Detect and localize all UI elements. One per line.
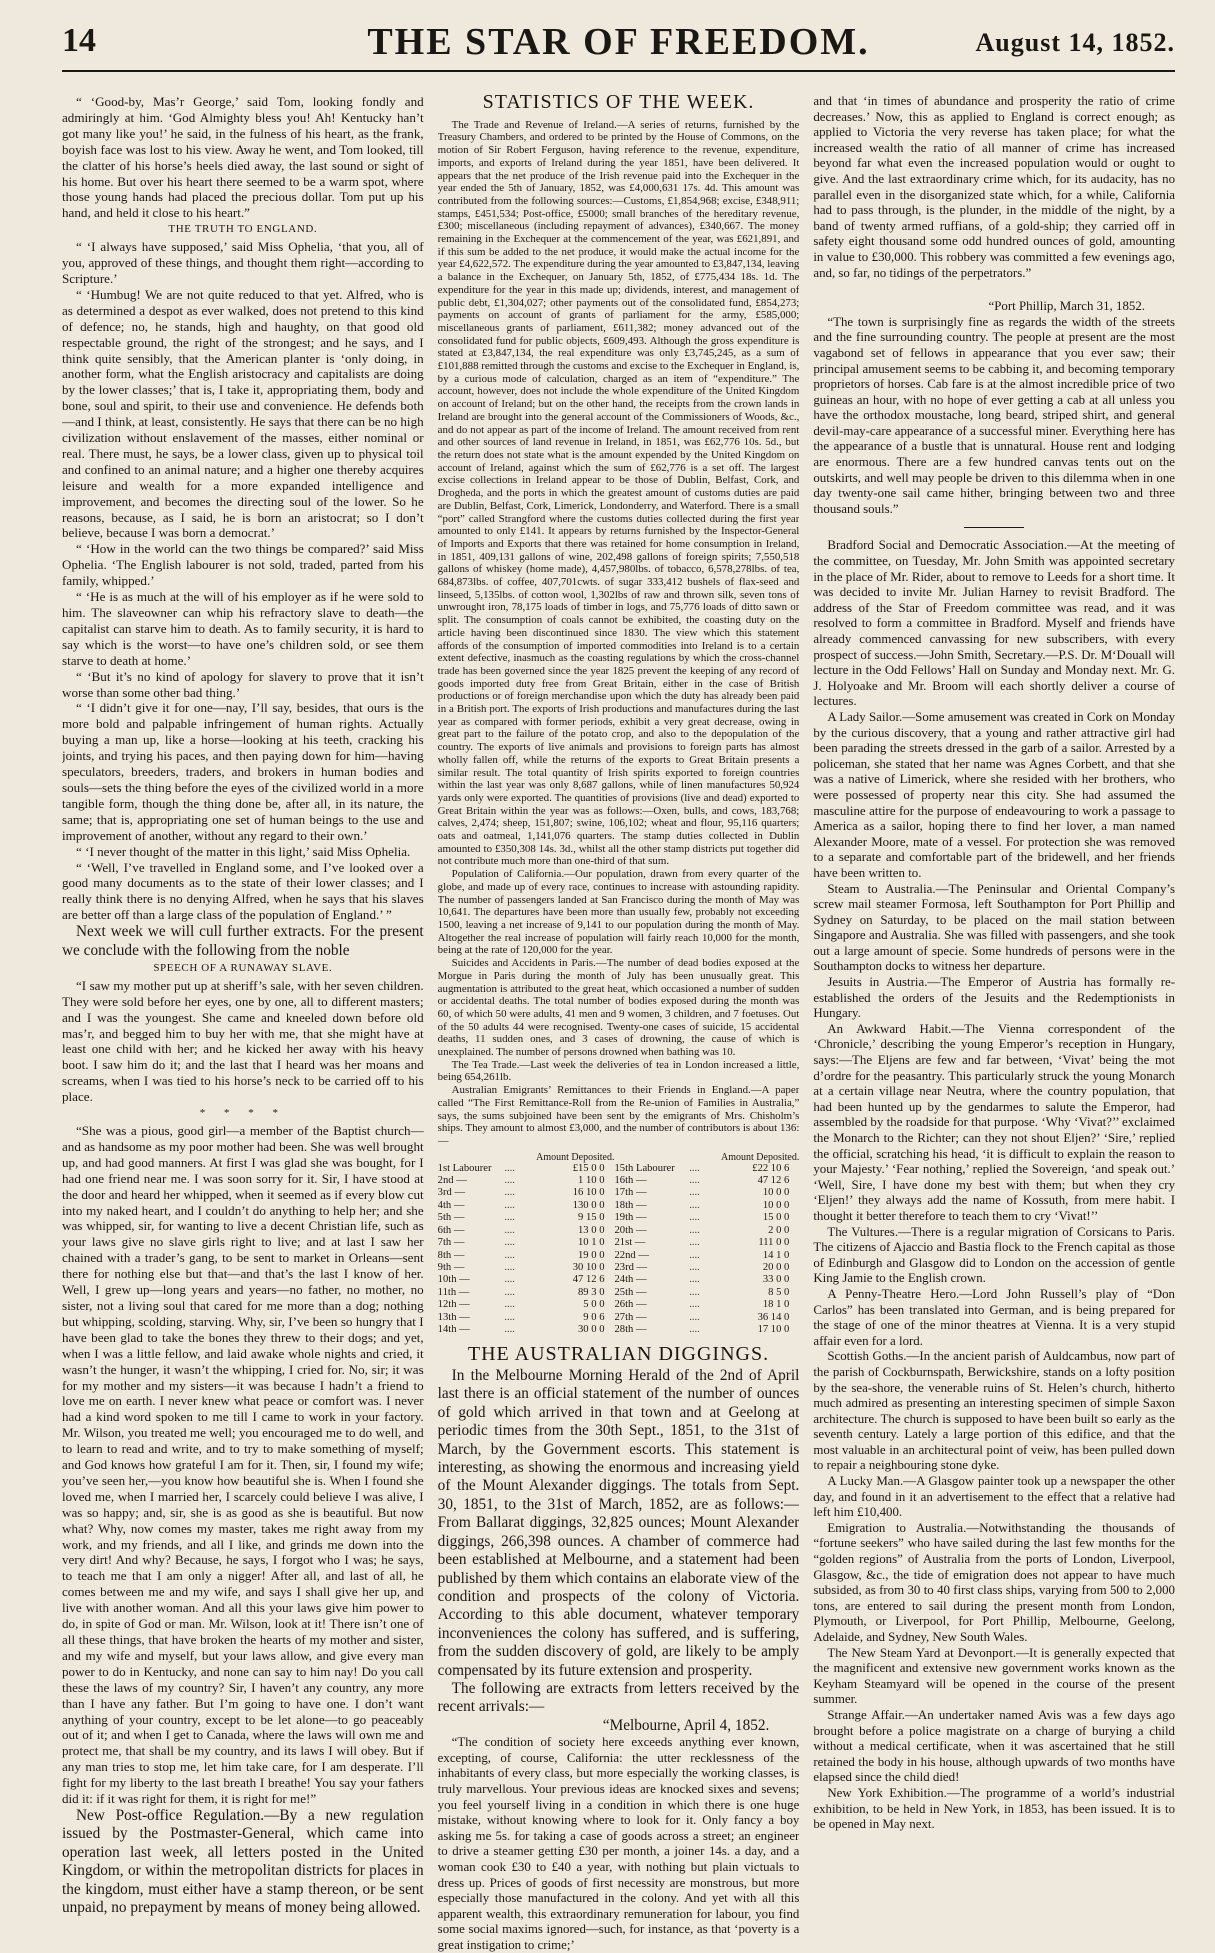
paragraph: The following are extracts from letters received by the recent arrivals:— xyxy=(437,1679,800,1716)
labourer-label: 12th — xyxy=(437,1299,470,1311)
amount-value: 1 10 0 xyxy=(578,1175,605,1187)
amount-value: 14 1 0 xyxy=(762,1249,790,1261)
labourer-label: 3rd — xyxy=(437,1187,466,1199)
leader-dots: .... xyxy=(689,1224,700,1236)
table-row xyxy=(438,1312,800,1324)
columns xyxy=(62,94,1175,1953)
leader-dots: .... xyxy=(504,1237,515,1249)
amount-value: £15 0 0 xyxy=(572,1162,605,1174)
amount-value: 13 0 0 xyxy=(578,1224,605,1236)
labourer-label: 28th — xyxy=(614,1323,647,1335)
dateline: “Melbourne, April 4, 1852. xyxy=(602,1716,770,1734)
labourer-label: 9th — xyxy=(437,1261,465,1273)
paragraph: Suicides and Accidents in Paris.—The number of dead bodies exposed at the Morgue in Paris during the month of July has been unusually great. This augmentation is attributed to the great heat, which occasioned a number of sudden or accidental deaths. The total number of bodies exposed during the month was 60, of which 50 were adults, 41 men and 9 women, 3 children, and 7 foetuses. Out of the 50 adults 44 were recognised. Twenty-one cases of suicide, 15 accidental deaths, 11 sudden ones, and 3 cases of drowning, the cause of which is unexplained. The number of persons drowned when bathing was 10. xyxy=(437,957,800,1059)
leader-dots: .... xyxy=(504,1224,515,1236)
leader-dots: .... xyxy=(504,1249,515,1261)
paragraph: “She was a pious, good girl—a member of the Baptist church—and as handsome as my poor mother had been. She was well brought up, and had good manners. At first I was glad she was bought, for I had one friend near me. I was soon sorry for it. Sir, I have stood at the door and heard her whipped, when it seemed as if every blow cut into my naked heart, and I couldn’t do anything to help her; and she was whipped, sir, for wanting to live a decent Christian life, such as your laws give no slave girls right to live; and at last I saw her chained with a trader’s gang, to be sent to market in Orleans—sent there for nothing else but that—and that’s the last I know of her. Well, I grew up—long years and years—no father, no mother, no sister, not a living soul that cared for me more than a dog; nothing but whipping, scolding, starving. Why, sir, I’ve been so hungry that I have been glad to take the bones they threw to their dogs; and yet, when I was a little fellow, and laid awake whole nights and cried, it wasn’t the hunger, it wasn’t the whipping, I cried for. No, sir; it was for my mother and my sisters—it was because I hadn’t a friend to love me on earth. I never knew what peace or comfort was. I never had a kind word spoken to me till I came to work in your factory. Mr. Wilson, you treated me well; you encouraged me to do well, and to learn to read and write, and to try to make something of myself; and God knows how grateful I am for it. Then, sir, I found my wife; you’ve seen her,—you know how beautiful she is. When I found she loved me, when I married her, I scarcely could believe I was alive, I was so happy; and, sir, she is as good as she is beautiful. But now what? Why, now comes my master, takes me right away from my work, and my friends, and all I like, and grinds me down into the very dirt! And why? Because, he says, I forgot who I was; he says, to teach me that I am only a nigger! After all, and last of all, he comes between me and my wife, and says I shall give her up, and live with another woman. And all this your laws give him power to do, in spite of God or man. Mr. Wilson, look at it! There isn’t one of all these things, that have broken the hearts of my mother and sister, and my wife and myself, but your laws allow, and give every man power to do in Kentucky, and none can say to him nay! Do you call these the laws of my country? Sir, I haven’t any country, any more than I have any father. But I’m going to have one. I don’t want anything of your country, except to be let alone—to go peaceably out of it; and when I get to Canada, where the laws will own me and protect me, that shall be my country, and its laws I will obey. But if any man tries to stop me, let him take care, for I am desperate. I’ll fight for my liberty to the last breath I breathe! You say your fathers did it: if it was right for them, it is right for me!” xyxy=(62,1123,424,1807)
paragraph: “The town is surprisingly fine as regards the width of the streets and the fine surrounding country. The people at present are the most vagabond set of fellows in appearance that you ever saw; their principal amusement seems to be cabbing it, and becoming temporary proprietors of horses. Cab fare is at the almost incredible price of two guineas an hour, with no hope of ever getting a cab at all unless you have the orthodox moustache, long beard, striped shirt, and general devil-may-care appearance of a successful miner. Everything here has the appearance of a bustle that is unnatural. House rent and lodging are enormous. There are a few hundred canvas tents out on the outskirts, and well may people be driven to this dilemma when in one day twenty-one sail came hither, bringing between two and three thousand souls.” xyxy=(813,314,1176,516)
paragraph: “ ‘How in the world can the two things be compared?’ said Miss Ophelia. ‘The English labourer is not sold, traded, parted from his family, whipped.’ xyxy=(62,541,424,589)
labourer-label: 10th — xyxy=(437,1274,470,1286)
labourer-label: 13th — xyxy=(437,1311,470,1323)
paragraph: “ ‘Well, I’ve travelled in England some, and I’ve looked over a good many documents as to the state of their lower classes; and I really think there is no denying Alfred, when he says that his slaves are better off than a large class of the population of England.’ ” xyxy=(62,859,424,923)
subheading-speech: SPEECH OF A RUNAWAY SLAVE. xyxy=(153,961,333,974)
amount-value: 130 0 0 xyxy=(572,1199,605,1211)
amount-value: 16 10 0 xyxy=(572,1187,605,1199)
amount-value: 10 0 0 xyxy=(762,1187,790,1199)
amount-value: 20 0 0 xyxy=(762,1261,790,1273)
labourer-label: 16th — xyxy=(614,1175,647,1187)
amount-value: 9 15 0 xyxy=(578,1212,605,1224)
leader-dots: .... xyxy=(689,1286,700,1298)
amount-value: 10 1 0 xyxy=(578,1237,605,1249)
column-1 xyxy=(62,94,424,1953)
news-item: New York Exhibition.—The programme of a world’s industrial exhibition, to be held in New York, in 1853, has been issued. It is to be opened in May next. xyxy=(813,1785,1176,1832)
labourer-label: 26th — xyxy=(614,1299,647,1311)
next-week-note: Next week we will cull further extracts. For the present we conclude with the following from the noble xyxy=(62,923,424,959)
amount-value: 47 12 6 xyxy=(572,1274,605,1286)
labourer-label: 24th — xyxy=(614,1274,647,1286)
amount-value: 33 0 0 xyxy=(762,1274,790,1286)
paragraph: The Trade and Revenue of Ireland.—A series of returns, furnished by the Treasury Chambers, and ordered to be printed by the House of Commons, on the motion of Sir Robert Ferguson, having reference to the revenue, expenditure, imports, and exports of Ireland during the year 1851, have been delivered. It appears that the net produce of the Irish revenue paid into the Exchequer in the year ended the 5th of January, 1852, was £4,000,631 17s. 4d. This amount was contributed from the following sources:—Customs, £1,854,968; excise, £348,911; stamps, £451,534; Post-office, £5000; small branches of the hereditary revenue, £300; miscellaneous (including repayment of advances), £340,667. The money remaining in the Exchequer at the commencement of the year, was £621,891, and if this sum be added to the net produce, it would make the actual income for the year £4,622,572. The expenditure during the year amounted to £3,847,134, leaving a balance in the Exchequer, on January 5th, 1852, of £775,434 18s. 1d. The expenditure for the year in this made up; dividends, interest, and management of public debt, £1,304,027; other payments out of the consolidated fund, £854,273; payments on account of grants of parliament for the army, £585,000; miscellaneous grants of parliament, £611,382; money advanced out of the consolidated fund for public objects, £609,493. Although the gross expenditure is stated at £3,847,134, the real expenditure was only £3,745,245, as a sum of £101,888 remitted through the customs and excise to the Exchequer in England, is, by a curious mode of calculation, charged as an item of “expenditure.” The account, however, does not include the whole expenditure of the United Kingdom on account of Ireland; but on the other hand, the receipts from the crown lands in Ireland are brought into the general account of the Commissioners of Woods, &c., and do not appear as part of the income of Ireland. The amount received from rent and other sources of land revenue in Ireland, in 1851, was £62,776 10s. 5d., but the return does not state what is the amount expended by the United Kingdom on account of Ireland, against which the sum of £62,776 is a set off. The largest excise collections in Ireland appear to be those of Dublin, Belfast, Cork, and Drogheda, and the ports in which the greatest amount of customs duties are paid are Dublin, Belfast, Cork, Limerick, Londonderry, and Waterford. There is a small “port” called Strangford where the customs duties collected during the first year amounted to only £141. It appears by returns furnished by the Inspector-General of Imports and Exports that there was retained for home consumption in Ireland, in 1851, 409,131 gallons of wine, 202,498 gallons of foreign spirits; 7,550,518 gallons of whiskey (home made), 4,457,980lbs. of tobacco, 6,578,278lbs. of tea, 684,873lbs. of coffee, 407,701cwts. of sugar 333,412 bushels of flax-seed and linseed, 5,135lbs. of cotton wool, 1,302lbs of raw and thrown silk, seven tons of unwrought iron, 78,175 loads of timber in logs, and 75,776 loads of ditto sawn or split. The consumption of coals cannot be exhibited, the coasting duty on the article having been discontinued since 1830. The view which this statement affords of the consumption of imported commodities into Ireland is to a certain extent defective, inasmuch as the coasting regulations by which the cross-channel trade has been governed since the year 1825 prevent the keeping of any record of goods imported duty free from Great Britain, either in the case of British productions or of foreign merchandise upon which the duty has already been paid in a British port. The exports of Irish productions and manufactures during the last year as compared with former periods, exhibit a very great decrease, owing in great part to the failure of the potato crop, and also to the depopulation of the country. The exports of live animals and provisions to foreign parts has almost wholly fallen off, while the returns of the exports to Great Britain presents a similar result. The total quantity of Irish spirits exported to foreign countries within the last year was only 8,687 gallons, while of linen manufactures 50,924 yards only were exported. The quantities of provisions (live and dead) exported to Great Britain within the year was as follows:—Oxen, bulls, and cows, 183,768; calves, 2,474; sheep, 151,807; swine, 106,102; wheat and flour, 95,116 quarters; oats and oatmeal, 1,141,076 quarters. The stamp duties collected in Dublin amounted to £350,308 14s. 3d., whilst all the other stamp districts put together did not contribute much more than one-third of that sum. xyxy=(437,118,800,868)
issue-date: August 14, 1852. xyxy=(975,28,1175,57)
news-item: Strange Affair.—An undertaker named Avis was a few days ago brought before a police magistrate on a charge of burying a child without a medical certificate, when it was ascertained that he still retained the body in his house, although upwards of two months have elapsed since the child died! xyxy=(813,1707,1176,1785)
masthead xyxy=(62,0,1175,72)
leader-dots: .... xyxy=(689,1199,700,1211)
labourer-label: 5th — xyxy=(437,1212,465,1224)
leader-dots: .... xyxy=(689,1311,700,1323)
table-row xyxy=(438,1324,800,1336)
labourer-label: 19th — xyxy=(614,1212,647,1224)
paragraph: “ ‘Humbug! We are not quite reduced to that yet. Alfred, who is as determined a despot as ever walked, does not pretend to this kind of defence; no, he stands, high and haughty, on that good old respectable ground, the right of the strongest; and he says, and I think quite sensibly, that the American planter is ‘only doing, in another form, what the English aristocracy and capitalists are doing by the lower classes;’ that is, I take it, appropriating them, body and bone, soul and spirit, to their use and convenience. He defends both—and I think, at least, consistently. He says that there can be no high civilization without enslavement of the masses, either nominal or real. There must, he says, be a lower class, given up to physical toil and confined to an animal nature; and a higher one thereby acquires leisure and wealth for a more expanded intelligence and improvement, and becomes the directing soul of the lower. So he reasons, because, as I said, he is born an aristocrat; so I don’t believe, because I was born a democrat.’ xyxy=(62,286,424,541)
leader-dots: .... xyxy=(689,1187,700,1199)
labourer-label: 2nd — xyxy=(437,1175,467,1187)
news-item: A Lady Sailor.—Some amusement was created in Cork on Monday by the curious discovery, that a young and rather attractive girl had been parading the streets dressed in the garb of a sailor. Arrested by a policeman, she stated that her name was Agnes Corbett, and that she was a native of Limerick, where she resided with her brothers, who were possessed of property near this city. She had assumed the masculine attire for the purpose of endeavouring to work a passage to America as a sailor, hoping there to find her lover, a man named Alexander Moore, mate of a vessel. For protection she was removed to a separate and comfortable part of the bridewell, and her friends have been written to. xyxy=(813,709,1176,880)
labourer-label: 1st Labourer xyxy=(437,1162,492,1174)
paragraph: Australian Emigrants’ Remittances to their Friends in England.—A paper called “The First Remittance-Roll from the Re-union of Families in Australia,” says, the sums subjoined have been sent by the emigrants of Mrs. Chisholm’s ships. They amount to almost £3,000, and the number of contributors is about 136:— xyxy=(437,1084,800,1147)
table-row xyxy=(438,1237,800,1249)
leader-dots: .... xyxy=(689,1249,700,1261)
labourer-label: 14th — xyxy=(437,1323,470,1335)
news-item: Bradford Social and Democratic Association.—At the meeting of the committee, on Tuesday, Mr. John Smith was appointed secretary in the place of Mr. Rider, about to remove to Leeds for a short time. It was decided to invite Mr. Julian Harney to revisit Bradford. The address of the Star of Freedom committee was read, and it was resolved to form a committee in Bradford. Myself and friends have already commenced canvassing for new subscribers, with every prospect of success.—John Smith, Secretary.—P.S. Dr. M‘Douall will lecture in the Odd Fellows’ Hall on Sunday and Monday next. Mr. G. J. Holyoake and Mr. Broom will each shortly deliver a course of lectures. xyxy=(813,538,1176,709)
diggings-heading: THE AUSTRALIAN DIGGINGS. xyxy=(467,1343,770,1366)
leader-dots: .... xyxy=(504,1261,515,1273)
labourer-label: 22nd — xyxy=(614,1249,649,1261)
leader-dots: .... xyxy=(504,1323,515,1335)
news-item: Emigration to Australia.—Notwithstanding the thousands of “fortune seekers” who have sailed during the last few months for the “golden regions” of Australia from the ports of London, Liverpool, Glasgow, &c., the tide of emigration does not appear to have much subsided, as from 30 to 40 first class ships, varying from 500 to 2,000 tons, are entered to sail during the present month from London, Plymouth, or Liverpool, for Port Phillip, Melbourne, Geelong, Adelaide, and Sydney, New South Wales. xyxy=(813,1520,1176,1644)
labourer-label: 6th — xyxy=(437,1224,465,1236)
paragraph: Population of California.—Our population, drawn from every quarter of the globe, and made up of every race, continues to increase with astounding rapidity. The number of passengers landed at San Francisco during the month of May was 10,641. The departures have been more than usually few, probably not exceeding 1500, leaving a net increase of 9,141 to our population during the month of May. Altogether the real increase of population will fairly reach 10,000 for the month, being at the rate of 120,000 for the year. xyxy=(437,868,800,957)
table-row xyxy=(438,1212,800,1224)
table-row xyxy=(438,1250,800,1262)
paragraph: The Tea Trade.—Last week the deliveries of tea in London increased a little, being 654,261lb. xyxy=(437,1058,800,1084)
table-row xyxy=(438,1187,800,1199)
amount-value: 36 14 0 xyxy=(757,1311,790,1323)
labourer-label: 4th — xyxy=(437,1199,465,1211)
column-3 xyxy=(813,94,1175,1953)
subheading-truth: THE TRUTH TO ENGLAND. xyxy=(168,223,318,236)
news-item: Steam to Australia.—The Peninsular and Oriental Company’s screw mail steamer Formosa, left Southampton for Port Phillip and Sydney on Saturday, to be placed on the mail station between Singapore and Australia. She was filled with passengers, and she took out a large amount of specie. Some hundreds of persons were in the Southampton docks to witness her departure. xyxy=(813,881,1176,974)
leader-dots: .... xyxy=(689,1274,700,1286)
column-2 xyxy=(438,94,800,1953)
leader-dots: .... xyxy=(689,1162,700,1174)
paragraph: “ ‘He is as much at the will of his employer as if he were sold to him. The slaveowner can whip his refractory slave to death—the capitalist can starve him to death. As to family security, it is hard to say which is the worst—to have one’s children sold, or see them starve to death at home.’ xyxy=(62,589,424,668)
leader-dots: .... xyxy=(504,1175,515,1187)
leader-dots: .... xyxy=(689,1212,700,1224)
labourer-label: 20th — xyxy=(614,1224,647,1236)
paragraph: “ ‘I always have supposed,’ said Miss Ophelia, ‘that you, all of you, approved of these things, and thought them right—according to Scripture.’ xyxy=(62,239,424,286)
paragraph: “ ‘I never thought of the matter in this light,’ said Miss Ophelia. xyxy=(76,843,411,859)
amount-value: 111 0 0 xyxy=(758,1237,790,1249)
amount-value: 89 3 0 xyxy=(578,1286,605,1298)
paragraph: and that ‘in times of abundance and prosperity the ratio of crime decreases.’ Now, this as applied to England is correct enough; as applied to Victoria the very reverse has taken place; for what the increased wealth the ratio of all manner of crime has increased beyond far what even the increased population would or ought to give. And the last extraordinary crime which, for its audacity, has no parallel even in the disorganized state which, for a while, California had to pass through, is the plunder, in the middle of the night, by a band of twenty armed ruffians, of a gold-ship; they carried off in safety eight thousand some odd hundred ounces of gold, amounting in value to £30,000. This robbery was committed a few evenings ago, and, so far, no tidings of the perpetrators.” xyxy=(813,94,1176,280)
leader-dots: .... xyxy=(504,1162,515,1174)
statistics-heading: STATISTICS OF THE WEEK. xyxy=(482,94,755,113)
leader-dots: .... xyxy=(689,1299,700,1311)
paragraph: “I saw my mother put up at sheriff’s sale, with her seven children. They were sold before her eyes, one by one, all to different masters; and I was the youngest. She came and kneeled down before old mas’r, and begged him to buy her with me, that she might have at least one child with her; and he kicked her away with his heavy boot. I saw him do it; and the last that I heard was her moans and screams, when I was tied to his horse’s neck to be carried off to his place. xyxy=(62,977,424,1105)
news-item: An Awkward Habit.—The Vienna correspondent of the ‘Chronicle,’ describing the young Emperor’s reception in Hungary, says:—The Eljens are few and far between, ‘Vivat’ being the mot d’ordre for the peasantry. This particularly struck the young Monarch at a certain village near Neutra, where the country population, that had been hunted up by the gendarmes to salute the Emperor, had assembled by the roadside for that purpose. ‘Why ‘Vivat?’’ exclaimed the Monarch to the Richter; can they not shout Eljen?’ ‘Sire,’ replied the official, scratching his head, ‘it is difficult to explain the reason to your Majesty.’ ‘Fear nothing,’ replied the Sovereign, ‘and speak out.’ ‘Well, Sire, I have done my best with them; but when they cry ‘Eljen!’ they always add the name of Kossuth, from mere habit. I thought it better therefore to teach them to cry ‘Vivat!’’ xyxy=(813,1021,1176,1223)
leader-dots: .... xyxy=(504,1274,515,1286)
news-item: The New Steam Yard at Devonport.—It is generally expected that the magnificent and extensive new government works known as the Keyham Steamyard will be opened in the course of the present summer. xyxy=(813,1645,1176,1707)
labourer-label: 17th — xyxy=(614,1187,647,1199)
amount-value: 17 10 0 xyxy=(757,1323,790,1335)
page-number: 14 xyxy=(62,22,96,59)
leader-dots: .... xyxy=(689,1237,700,1249)
news-item: The Vultures.—There is a regular migration of Corsicans to Paris. The citizens of Ajaccio and Bastia flock to the French capital as those of Edinburgh and Glasgow did to London on the accession of gentle King Jamie to the English crown. xyxy=(813,1224,1176,1286)
amount-value: 9 0 6 xyxy=(583,1311,605,1323)
leader-dots: .... xyxy=(689,1261,700,1273)
amount-value: 10 0 0 xyxy=(762,1199,790,1211)
leader-dots: .... xyxy=(689,1323,700,1335)
labourer-label: 8th — xyxy=(437,1249,465,1261)
labourer-label: 27th — xyxy=(614,1311,647,1323)
amount-value: 5 0 0 xyxy=(583,1299,605,1311)
labourer-label: 21st — xyxy=(614,1237,646,1249)
leader-dots: .... xyxy=(504,1299,515,1311)
leader-dots: .... xyxy=(504,1286,515,1298)
labourer-label: 23rd — xyxy=(614,1261,648,1273)
labourer-label: 25th — xyxy=(614,1286,647,1298)
table-header: Amount Deposited. xyxy=(721,1151,800,1163)
amount-value: 47 12 6 xyxy=(757,1175,790,1187)
table-row xyxy=(438,1163,800,1175)
newspaper-title: THE STAR OF FREEDOM. xyxy=(367,21,870,63)
leader-dots: .... xyxy=(504,1187,515,1199)
table-row xyxy=(438,1262,800,1274)
amount-value: 8 5 0 xyxy=(768,1286,790,1298)
remittance-table xyxy=(438,1152,800,1337)
paragraph: “ ‘I didn’t give it for one—nay, I’ll say, besides, that ours is the more bold and palpable infringement of human rights. Actually buying a man up, like a horse—looking at his teeth, cracking his joints, and trying his paces, and then paying down for him—having speculators, breeders, traders, and brokers in human bodies and souls—sets the thing before the eyes of the civilized world in a more tangible form, though the thing done be, after all, in its nature, the same; that is, appropriating one set of human beings to the use and improvement of another, without any regard to their own.’ xyxy=(62,700,424,843)
amount-value: 19 0 0 xyxy=(578,1249,605,1261)
paragraph: In the Melbourne Morning Herald of the 2nd of April last there is an official statement of the number of ounces of gold which arrived in that town and at Geelong at periodic times from the 30th Sept., 1851, to the 31st of March, by the Government escorts. This statement is interesting, as showing the enormous and increasing yield of the Mount Alexander diggings. The totals from Sept. 30, 1851, to the 31st of March, 1852, are as follows:—From Ballarat diggings, 32,825 ounces; Mount Alexander diggings, 266,398 ounces. A chamber of commerce had been established at Melbourne, and a statement had been published by them which contains an elaborate view of the condition and prospects of the colony of Victoria. According to this able document, whatever temporary inconveniences the colony has suffered, and is suffering, from the sudden discovery of gold, are likely to be amply compensated by its future extension and prosperity. xyxy=(437,1367,800,1679)
amount-value: £22 10 6 xyxy=(752,1162,790,1174)
amount-value: 30 10 0 xyxy=(572,1261,605,1273)
paragraph: “ ‘But it’s no kind of apology for slavery to prove that it isn’t worse than some other bad thing.’ xyxy=(62,668,424,700)
news-item: Scottish Goths.—In the ancient parish of Auldcambus, now part of the parish of Cockburnspath, Berwickshire, stands on a lofty position by the sea-shore, the venerable ruins of St. Helen’s church, hitherto much admired as presenting an interesting specimen of simple Saxon architecture. The church is supposed to have been built so early as the seventh century. Lately a large portion of this edifice, and that the most valuable in an architectural point of veiw, has been pulled down to repair a neighbouring stone dyke. xyxy=(813,1349,1176,1473)
divider xyxy=(964,527,1024,528)
table-row xyxy=(438,1274,800,1286)
table-row xyxy=(438,1225,800,1237)
table-row xyxy=(438,1200,800,1212)
table-header: Amount Deposited. xyxy=(536,1151,615,1163)
leader-dots: .... xyxy=(689,1175,700,1187)
table-row xyxy=(438,1175,800,1187)
news-item: A Lucky Man.—A Glasgow painter took up a newspaper the other day, and found in it an advertisement to the effect that a relative had left him £10,400. xyxy=(813,1474,1176,1520)
dateline: “Port Phillip, March 31, 1852. xyxy=(988,299,1146,314)
paragraph: “The condition of society here exceeds anything ever known, excepting, of course, California: the utter recklessness of the inhabitants of every class, but more especially the working classes, is truly marvellous. Your previous ideas are knocked sixes and sevens; you feel yourself living in a condition in which there is one huge mistake, without knowing where to look for it. Only fancy a boy asking me 5s. for taking a case of goods across a street; an engineer to drive a steamer getting £30 per month, a joiner 14s. a day, and a woman cook £30 to £40 a year, with nothing but plain victuals to dress up. Prices of goods of first necessity are monstrous, but more especially those manufactured in the colony. And yet with all this apparent wealth, this extraordinary remuneration for labour, you find some social maxims ignored—such, for instance, as that ‘poverty is a great instigation to crime;’ xyxy=(437,1735,800,1952)
labourer-label: 18th — xyxy=(614,1199,647,1211)
asterism: * * * * xyxy=(199,1107,286,1120)
amount-value: 2 0 0 xyxy=(768,1224,790,1236)
news-item: Jesuits in Austria.—The Emperor of Austria has formally re-established the orders of the Jesuits and the Redemptionists in Hungary. xyxy=(813,975,1176,1021)
amount-value: 15 0 0 xyxy=(762,1212,790,1224)
leader-dots: .... xyxy=(504,1199,515,1211)
labourer-label: 15th Labourer xyxy=(614,1162,675,1174)
labourer-label: 11th — xyxy=(437,1286,470,1298)
amount-value: 30 0 0 xyxy=(578,1323,605,1335)
table-row xyxy=(438,1287,800,1299)
labourer-label: 7th — xyxy=(437,1237,465,1249)
post-office-item: New Post-office Regulation.—By a new regulation issued by the Postmaster-General, which came into operation last week, all letters posted in the United Kingdom, or within the metropolitan districts for places in the kingdom, must either have a stamp thereon, or be sent unpaid, no prepayment by means of money being allowed. xyxy=(62,1806,424,1916)
amount-value: 18 1 0 xyxy=(762,1299,790,1311)
table-row xyxy=(438,1299,800,1311)
leader-dots: .... xyxy=(504,1212,515,1224)
paragraph: “ ‘Good-by, Mas’r George,’ said Tom, looking fondly and admiringly at him. ‘God Almighty bless you! Ah! Kentucky han’t got many like you!’ he said, in the fulness of his heart, as the frank, boyish face was lost to his view. Away he went, and Tom looked, till the clatter of his horse’s heels died away, the last sound or sight of his home. But over his heart there seemed to be a warm spot, where those young hands had placed the precious dollar. Tom put up his hand, and held it close to his heart.” xyxy=(62,94,424,221)
leader-dots: .... xyxy=(504,1311,515,1323)
news-item: A Penny-Theatre Hero.—Lord John Russell’s play of “Don Carlos” has been translated into German, and is being prepared for the stage of one of the minor theatres at Vienna. It is a very stupid affair even for a lord. xyxy=(813,1286,1176,1348)
